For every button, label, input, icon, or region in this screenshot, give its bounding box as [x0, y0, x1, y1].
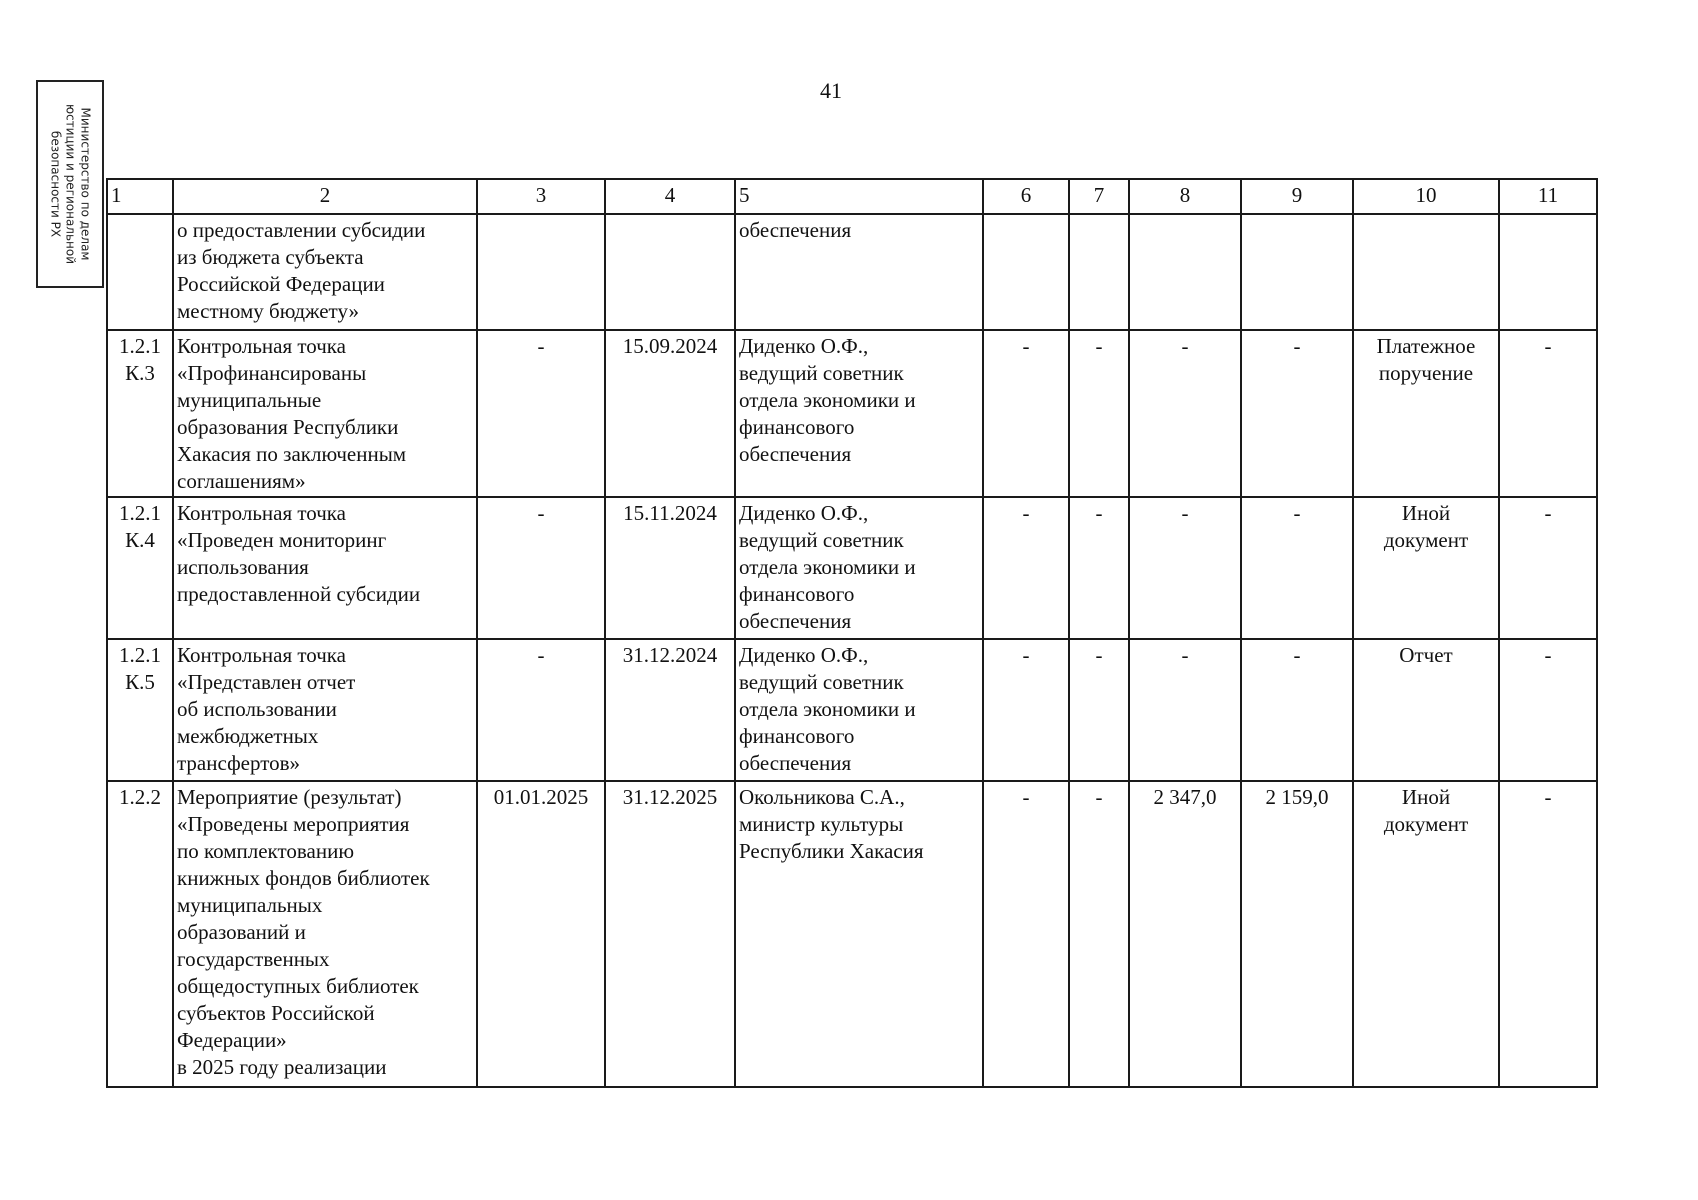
- table-cell-col11: -: [1499, 639, 1597, 781]
- table-cell-col9: 2 159,0: [1241, 781, 1353, 1087]
- cell-line: Контрольная точка: [177, 334, 347, 358]
- table-cell-col3: -: [477, 639, 605, 781]
- plan-table: [106, 178, 1598, 1088]
- table-cell-col3: -: [477, 497, 605, 639]
- table-cell-col3: [477, 214, 605, 330]
- cell-line: «Проведен мониторинг: [177, 528, 387, 552]
- table-cell-col4: 31.12.2025: [605, 781, 735, 1087]
- cell-line: 1.2.1: [119, 501, 161, 525]
- table-cell-col5: [735, 781, 983, 1087]
- cell-line: использования: [177, 555, 309, 579]
- table-cell-col2: [173, 214, 477, 330]
- cell-line: ведущий советник: [739, 361, 904, 385]
- cell-line: ведущий советник: [739, 528, 904, 552]
- table-cell-col9: [1241, 214, 1353, 330]
- table-cell-col10: [1353, 639, 1499, 781]
- table-row: [107, 781, 1597, 1087]
- cell-line: трансфертов»: [177, 751, 301, 775]
- table-cell-col6: [983, 214, 1069, 330]
- table-cell-col1: [107, 214, 173, 330]
- table-cell-col6: -: [983, 330, 1069, 497]
- cell-line: финансового: [739, 415, 855, 439]
- header-cell: 9: [1241, 179, 1353, 214]
- header-cell: 3: [477, 179, 605, 214]
- table-cell-col6: -: [983, 781, 1069, 1087]
- table-row: [107, 214, 1597, 330]
- table-cell-col1: [107, 639, 173, 781]
- table-cell-col5: [735, 214, 983, 330]
- cell-line: о предоставлении субсидии: [177, 218, 426, 242]
- header-cell: 1: [107, 179, 173, 214]
- cell-line: Диденко О.Ф.,: [739, 501, 869, 525]
- table-cell-col8: 2 347,0: [1129, 781, 1241, 1087]
- cell-line: ведущий советник: [739, 670, 904, 694]
- cell-line: отдела экономики и: [739, 555, 916, 579]
- cell-line: Иной: [1401, 785, 1451, 809]
- table-cell-col6: -: [983, 639, 1069, 781]
- table-cell-col3: 01.01.2025: [477, 781, 605, 1087]
- header-cell: 4: [605, 179, 735, 214]
- table-cell-col7: -: [1069, 639, 1129, 781]
- header-cell: 5: [735, 179, 983, 214]
- cell-line: образования Республики: [177, 415, 399, 439]
- cell-line: 1.2.1: [119, 334, 161, 358]
- cell-line: обеспечения: [739, 751, 852, 775]
- table-cell-col5: [735, 639, 983, 781]
- cell-line: Федерации»: [177, 1028, 287, 1052]
- table-cell-col10: [1353, 781, 1499, 1087]
- cell-line: 1.2.2: [119, 785, 161, 809]
- table-cell-col11: -: [1499, 781, 1597, 1087]
- cell-line: из бюджета субъекта: [177, 245, 364, 269]
- stamp-line: юстиции и региональной: [63, 103, 78, 265]
- cell-line: поручение: [1378, 361, 1474, 385]
- cell-line: «Представлен отчет: [177, 670, 356, 694]
- cell-line: К.5: [125, 670, 155, 694]
- cell-line: документ: [1383, 812, 1469, 836]
- cell-line: муниципальные: [177, 388, 322, 412]
- cell-line: Окольникова С.А.,: [739, 785, 905, 809]
- table-cell-col2: [173, 639, 477, 781]
- table-cell-col4: 31.12.2024: [605, 639, 735, 781]
- table-cell-col9: -: [1241, 497, 1353, 639]
- cell-line: «Проведены мероприятия: [177, 812, 410, 836]
- table-cell-col1: [107, 781, 173, 1087]
- cell-line: Республики Хакасия: [739, 839, 924, 863]
- stamp-line: Министерство по делам: [78, 107, 93, 261]
- cell-line: финансового: [739, 582, 855, 606]
- table-row: [107, 497, 1597, 639]
- cell-line: Отчет: [1399, 643, 1453, 667]
- page-number: 41: [820, 78, 842, 103]
- table-cell-col7: -: [1069, 497, 1129, 639]
- table-cell-col3: -: [477, 330, 605, 497]
- table-cell-col1: [107, 497, 173, 639]
- table-cell-col4: 15.09.2024: [605, 330, 735, 497]
- cell-line: обеспечения: [739, 609, 852, 633]
- cell-line: «Профинансированы: [177, 361, 367, 385]
- table-cell-col7: -: [1069, 330, 1129, 497]
- cell-line: соглашениям»: [177, 469, 306, 493]
- table-cell-col8: -: [1129, 639, 1241, 781]
- cell-line: в 2025 году реализации: [177, 1055, 387, 1079]
- cell-line: об использовании: [177, 697, 337, 721]
- header-cell: 11: [1499, 179, 1597, 214]
- table-cell-col2: [173, 781, 477, 1087]
- cell-line: отдела экономики и: [739, 697, 916, 721]
- registration-stamp: [36, 80, 104, 288]
- cell-line: образований и: [177, 920, 306, 944]
- cell-line: финансового: [739, 724, 855, 748]
- cell-line: министр культуры: [739, 812, 904, 836]
- cell-line: К.3: [125, 361, 155, 385]
- cell-line: отдела экономики и: [739, 388, 916, 412]
- table-cell-col4: [605, 214, 735, 330]
- table-cell-col8: -: [1129, 497, 1241, 639]
- table-cell-col11: [1499, 214, 1597, 330]
- table-cell-col8: -: [1129, 330, 1241, 497]
- table-cell-col5: [735, 497, 983, 639]
- cell-line: общедоступных библиотек: [177, 974, 419, 998]
- table-cell-col5: [735, 330, 983, 497]
- cell-line: государственных: [177, 947, 330, 971]
- cell-line: Диденко О.Ф.,: [739, 643, 869, 667]
- table-cell-col1: [107, 330, 173, 497]
- cell-line: документ: [1383, 528, 1469, 552]
- header-cell: 10: [1353, 179, 1499, 214]
- table-cell-col4: 15.11.2024: [605, 497, 735, 639]
- cell-line: предоставленной субсидии: [177, 582, 421, 606]
- cell-line: обеспечения: [739, 218, 852, 242]
- cell-line: Хакасия по заключенным: [177, 442, 407, 466]
- header-cell: 8: [1129, 179, 1241, 214]
- table-row: [107, 330, 1597, 497]
- table-cell-col7: [1069, 214, 1129, 330]
- table-cell-col10: [1353, 330, 1499, 497]
- table-cell-col2: [173, 497, 477, 639]
- cell-line: Контрольная точка: [177, 501, 347, 525]
- table-cell-col9: -: [1241, 639, 1353, 781]
- header-cell: 2: [173, 179, 477, 214]
- table-cell-col7: -: [1069, 781, 1129, 1087]
- cell-line: Контрольная точка: [177, 643, 347, 667]
- cell-line: межбюджетных: [177, 724, 319, 748]
- table-cell-col10: [1353, 214, 1499, 330]
- table-cell-col2: [173, 330, 477, 497]
- cell-line: обеспечения: [739, 442, 852, 466]
- stamp-text: [48, 84, 93, 284]
- stamp-line: безопасности РХ: [48, 130, 63, 238]
- table-cell-col8: [1129, 214, 1241, 330]
- cell-line: К.4: [125, 528, 155, 552]
- table-cell-col10: [1353, 497, 1499, 639]
- cell-line: субъектов Российской: [177, 1001, 375, 1025]
- cell-line: муниципальных: [177, 893, 323, 917]
- table-cell-col9: -: [1241, 330, 1353, 497]
- cell-line: Платежное: [1376, 334, 1476, 358]
- table-row: [107, 639, 1597, 781]
- cell-line: Мероприятие (результат): [177, 785, 402, 809]
- table-cell-col6: -: [983, 497, 1069, 639]
- cell-line: книжных фондов библиотек: [177, 866, 430, 890]
- cell-line: по комплектованию: [177, 839, 355, 863]
- cell-line: 1.2.1: [119, 643, 161, 667]
- cell-line: Иной: [1401, 501, 1451, 525]
- cell-line: Российской Федерации: [177, 272, 385, 296]
- table-cell-col11: -: [1499, 497, 1597, 639]
- table-header-row: [107, 179, 1597, 214]
- cell-line: местному бюджету»: [177, 299, 359, 323]
- table-cell-col11: -: [1499, 330, 1597, 497]
- header-cell: 7: [1069, 179, 1129, 214]
- cell-line: Диденко О.Ф.,: [739, 334, 869, 358]
- header-cell: 6: [983, 179, 1069, 214]
